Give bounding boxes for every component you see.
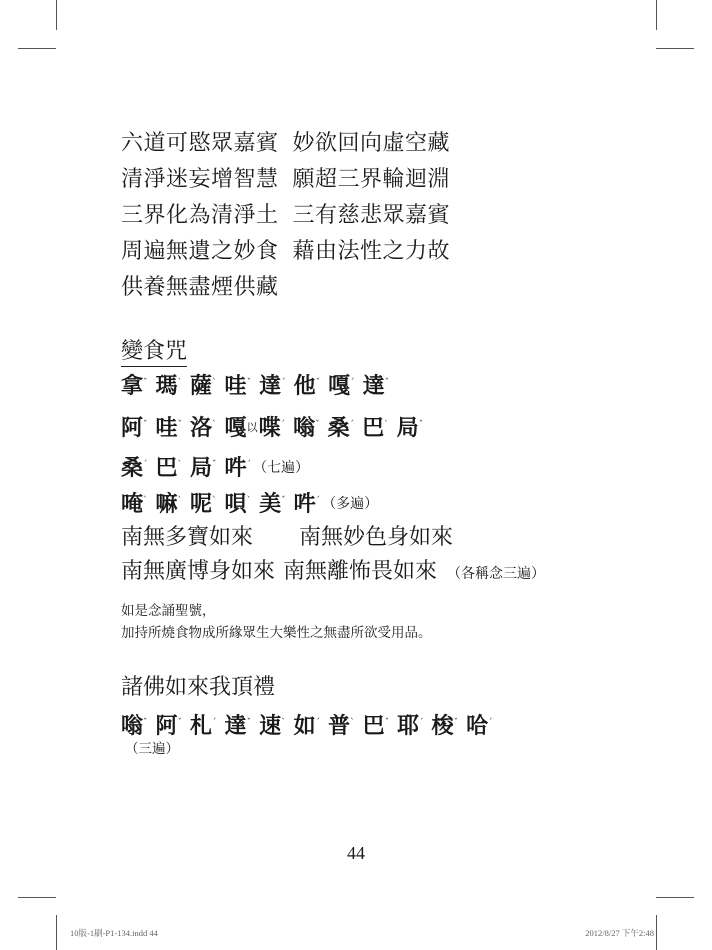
- mantra-syllable: 嘎: [224, 415, 247, 441]
- crop-mark: [18, 897, 56, 898]
- mantra-syllable: 唵: [121, 491, 144, 517]
- slug-date: 2012/8/27 下午2:48: [585, 928, 654, 938]
- verse-line: 周遍無遺之妙食 藉由法性之力故: [121, 239, 451, 264]
- verse-line: 三界化為清淨土 三有慈悲眾嘉賓: [121, 203, 451, 228]
- mantra-syllable: 哇: [155, 415, 178, 441]
- repeat-note: （三遍）: [125, 741, 179, 757]
- mantra-syllable: 巴: [362, 415, 385, 441]
- mantra-syllable: 洛: [190, 415, 213, 441]
- crop-mark: [56, 915, 57, 950]
- mantra-line: 拿ˇ 瑪ˋ 薩ˋ 哇ˇ 達ˊ 他ˇ 嘎ˊ 達ˇ: [121, 366, 397, 406]
- mantra-syllable: 拿: [121, 373, 144, 399]
- mantra-line: 唵ˋ 嘛ˋ 呢ˋ 唄ˋ 美ˇ 吽ˊ （多遍）: [121, 484, 378, 524]
- recitation-line: 如是念誦聖號，: [121, 603, 216, 619]
- mantra-syllable: 普: [328, 713, 351, 739]
- mantra-syllable: 速: [259, 713, 282, 739]
- mantra-syllable: 薩: [190, 373, 213, 399]
- mantra-syllable: 達: [224, 713, 247, 739]
- buddha-names-line: 南無多寶如來 南無妙色身如來: [121, 525, 454, 550]
- page-number: 44: [347, 843, 365, 863]
- crop-mark: [56, 0, 57, 30]
- mantra-heading: 變食咒: [121, 334, 187, 367]
- mantra-syllable: 桑: [121, 455, 144, 481]
- mantra-syllable: 嘛: [155, 491, 178, 517]
- repeat-note: （七遍）: [253, 460, 310, 476]
- verse-block: [121, 126, 450, 306]
- mantra-syllable: 嘎: [328, 373, 351, 399]
- mantra-syllable: 阿: [121, 415, 144, 441]
- mantra-syllable: 局: [396, 415, 419, 441]
- mantra-syllable-small: 以: [246, 421, 258, 434]
- mantra-syllable: 吽: [293, 491, 316, 517]
- verse-line: 供養無盡煙供藏: [121, 275, 279, 300]
- crop-mark: [656, 915, 657, 950]
- crop-mark: [656, 897, 694, 898]
- mantra-line: 阿ˇ 哇ˇ 洛ˋ 嘎以喋ˊ 嗡ˇ 桑ˊ 巴ˋ 局ˇ: [121, 408, 431, 448]
- homage-heading: 諸佛如來我頂禮: [121, 675, 276, 700]
- mantra-syllable: 達: [259, 373, 282, 399]
- mantra-syllable: 吽: [224, 455, 247, 481]
- mantra-syllable: 札: [190, 713, 213, 739]
- mantra-syllable: 嗡: [121, 713, 144, 739]
- mantra-syllable: 喋: [258, 415, 281, 441]
- buddha-names-line: 南無廣博身如來 南無離怖畏如來 （各稱念三遍）: [121, 559, 546, 584]
- mantra-syllable: 瑪: [155, 373, 178, 399]
- mantra-syllable: 阿: [155, 713, 178, 739]
- repeat-note: （多遍）: [322, 496, 379, 512]
- slug-file: 10版-1刷-P1-134.indd 44: [70, 928, 158, 938]
- crop-mark: [656, 48, 694, 49]
- mantra-syllable: 達: [362, 373, 385, 399]
- mantra-syllable: 巴: [155, 455, 178, 481]
- mantra-syllable: 哈: [466, 713, 489, 739]
- mantra-syllable: 局: [190, 455, 213, 481]
- mantra-line: 桑ˊ 巴ˋ 局ˇ 吽ˊ （七遍）: [121, 448, 309, 488]
- crop-mark: [656, 0, 657, 30]
- mantra-syllable: 唄: [224, 491, 247, 517]
- mantra-syllable: 哇: [224, 373, 247, 399]
- mantra-syllable: 呢: [190, 491, 213, 517]
- verse-line: 六道可愍眾嘉賓 妙欲回向虛空藏: [121, 131, 451, 156]
- crop-mark: [18, 48, 56, 49]
- mantra-syllable: 桑: [327, 415, 350, 441]
- recitation-line: 加持所燒食物成所緣眾生大樂性之無盡所欲受用品。: [121, 625, 432, 641]
- mantra-syllable: 耶: [397, 713, 420, 739]
- mantra-syllable: 梭: [431, 713, 454, 739]
- mantra-syllable: 他: [293, 373, 316, 399]
- repeat-note: （各稱念三遍）: [447, 566, 546, 582]
- final-mantra-line: 嗡ˇ 阿ˇ 札ˊ 達ˇ 速ˋ 如ˊ 普ˋ 巴ˇ 耶ˊ 梭ˇ 哈ˊ: [121, 706, 501, 746]
- verse-line: 清淨迷妄增智慧 願超三界輪迴淵: [121, 167, 451, 192]
- mantra-syllable: 嗡: [293, 415, 316, 441]
- mantra-syllable: 如: [293, 713, 316, 739]
- mantra-syllable: 美: [259, 491, 282, 517]
- mantra-syllable: 巴: [362, 713, 385, 739]
